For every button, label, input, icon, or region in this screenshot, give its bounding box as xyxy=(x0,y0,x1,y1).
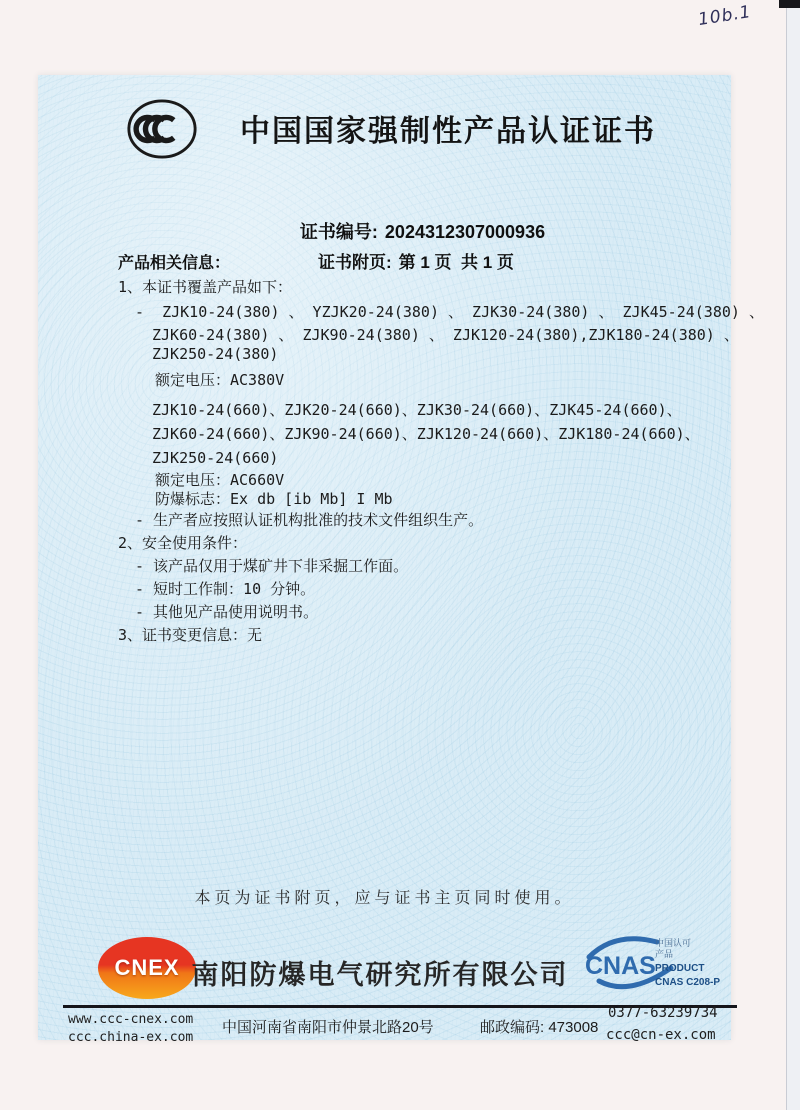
certificate-page-value: 第 1 页 共 1 页 xyxy=(398,253,514,272)
cnas-cn-line2: 产品 xyxy=(655,949,674,959)
model-list-380-line1: - ZJK10-24(380) 、 YZJK20-24(380) 、 ZJK30-24(380) 、 ZJK45-24(380) 、 xyxy=(135,303,764,321)
item-change-info: 3、证书变更信息：无 xyxy=(118,626,263,644)
handwritten-note: 10b.1 xyxy=(696,1,753,31)
cnas-en-line1: PRODUCT xyxy=(655,963,705,974)
certificate-number-value: 2024312307000936 xyxy=(384,222,546,242)
rated-voltage-660: 额定电压：AC660V xyxy=(155,471,285,489)
company-name: 南阳防爆电气研究所有限公司 xyxy=(191,960,569,990)
rated-voltage-380: 额定电压：AC380V xyxy=(155,371,285,389)
item-safety-conditions: 2、安全使用条件： xyxy=(118,534,248,552)
item-covered-products: 1、本证书覆盖产品如下： xyxy=(118,278,293,296)
ccc-mark-icon xyxy=(126,91,198,167)
phone-number: 0377-63239734 xyxy=(608,1005,718,1021)
cnas-en-line2: CNAS C208-P xyxy=(655,977,721,988)
website-china-ex: ccc.china-ex.com xyxy=(68,1030,194,1045)
ex-marking: 防爆标志：Ex db [ib Mb] I Mb xyxy=(155,490,393,508)
cnas-cn-line1: 中国认可 xyxy=(655,938,692,948)
scan-corner-artifact xyxy=(779,0,800,8)
safety-condition-1: - 该产品仅用于煤矿井下非采掘工作面。 xyxy=(135,557,409,575)
certificate-number-label: 证书编号: xyxy=(299,222,378,242)
company-address: 中国河南省南阳市仲景北路20号 xyxy=(222,1019,434,1036)
certificate-page xyxy=(38,75,764,1045)
cnas-logo xyxy=(583,933,739,999)
section-title-product-info: 产品相关信息： xyxy=(118,253,231,272)
safety-condition-3: - 其他见产品使用说明书。 xyxy=(135,603,319,621)
certificate-title: 中国国家强制性产品认证证书 xyxy=(240,115,656,148)
cnas-brand-text: CNAS xyxy=(585,952,656,980)
safety-condition-2: - 短时工作制：10 分钟。 xyxy=(135,580,316,598)
email-address: ccc@cn-ex.com xyxy=(606,1027,716,1043)
cnex-logo-label: CNEX xyxy=(114,955,180,980)
model-list-660-line3: ZJK250-24(660) xyxy=(152,449,279,467)
website-ccc-cnex: www.ccc-cnex.com xyxy=(68,1012,194,1027)
model-list-380-line3: ZJK250-24(380) xyxy=(152,345,279,363)
model-list-660-line2: ZJK60-24(660)、ZJK90-24(660)、ZJK120-24(660)、ZJK180-24(660)、 xyxy=(152,425,700,443)
producer-requirement: - 生产者应按照认证机构批准的技术文件组织生产。 xyxy=(135,511,484,529)
postal-code: 邮政编码: 473008 xyxy=(480,1019,599,1036)
certificate-page-label: 证书附页: xyxy=(317,253,392,272)
model-list-380-line2: ZJK60-24(380) 、 ZJK90-24(380) 、 ZJK120-24(380),ZJK180-24(380) 、 xyxy=(152,326,739,344)
model-list-660-line1: ZJK10-24(660)、ZJK20-24(660)、ZJK30-24(660)、ZJK45-24(660)、 xyxy=(152,401,682,419)
scan-edge-strip xyxy=(786,0,800,1110)
attachment-usage-note: 本页为证书附页，应与证书主页同时使用。 xyxy=(194,888,575,907)
